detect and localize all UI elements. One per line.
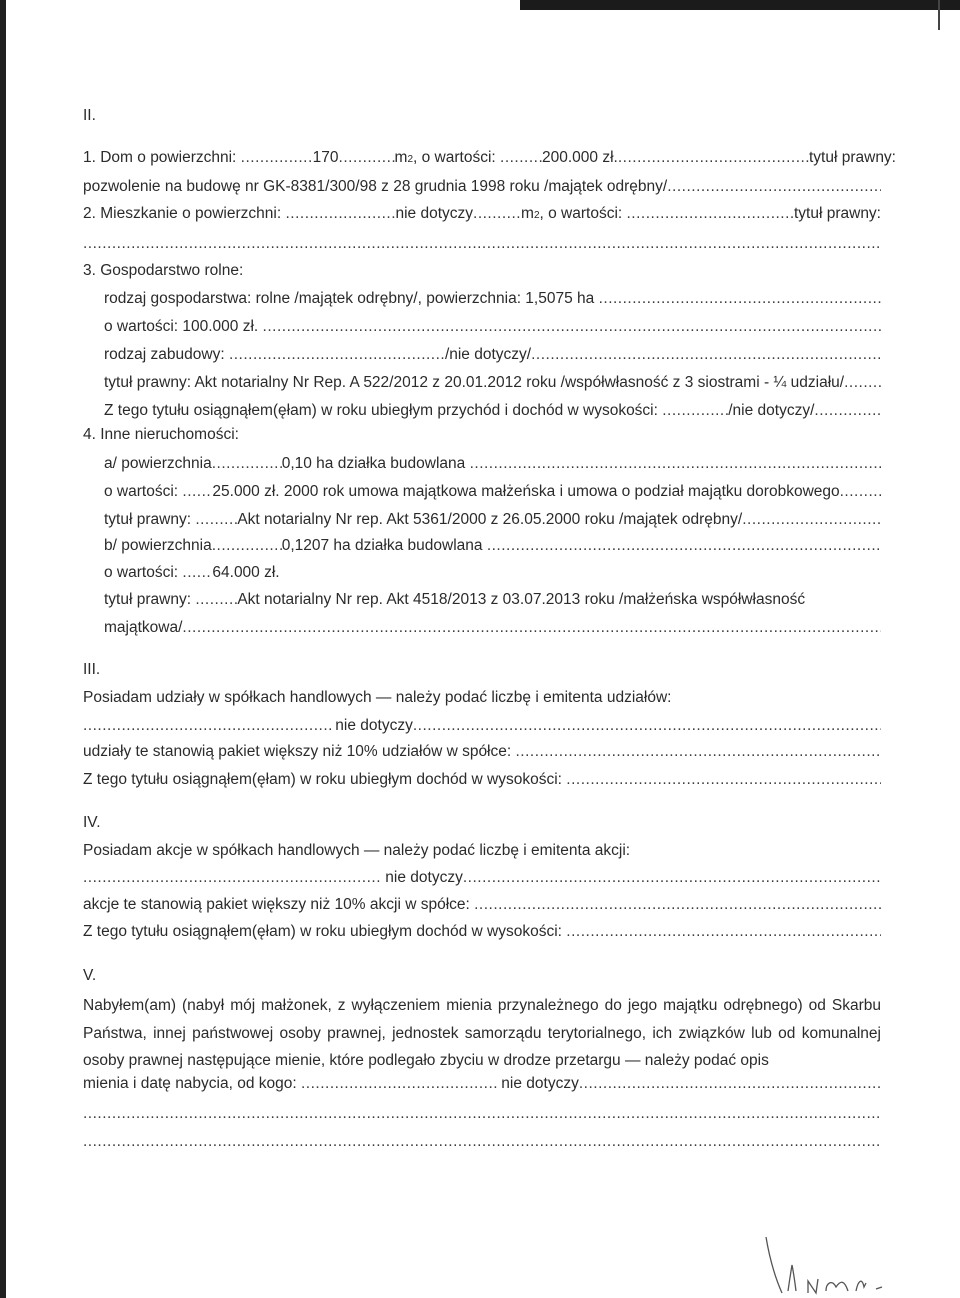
dom-line-1: 1. Dom o powierzchni: ..... 170 ..... m 2 , o wartości: ..... 200.000 zł. ..... tytuł prawny: xyxy=(83,148,896,168)
mienie-last-line: mienia i datę nabycia, od kogo: ..... nie dotyczy ..... xyxy=(83,1074,881,1094)
gospodarstwo-rodzaj: rodzaj gospodarstwa: rolne /majątek odrębny/, powierzchnia: 1,5075 ha ..... xyxy=(104,289,881,309)
akcje-intro: Posiadam akcje w spółkach handlowych — należy podać liczbę i emitenta akcji: xyxy=(83,842,631,859)
mienie-text: Nabyłem(am) (nabył mój małżonek, z wyłączeniem mienia przynależnego do jego majątku odrębnego) od Skarbu Państwa, innej państwowej osoby prawnej, jednostek samorządu terytorialnego, ich związków lub od komunalnej osoby prawnej następujące mienie, które podlegało zbyciu w drodze przetargu — należy podać opis xyxy=(83,997,881,1069)
akcje-answer: ..... nie dotyczy ..... xyxy=(83,868,881,888)
scan-edge-top xyxy=(520,0,960,10)
udzialy-dochod: Z tego tytułu osiągnąłem(ęłam) w roku ubiegłym dochód w wysokości: ..... xyxy=(83,770,881,790)
section-iii-heading: III. xyxy=(83,661,101,678)
inne-heading: 4. Inne nieruchomości: xyxy=(83,426,239,443)
section-v-heading: V. xyxy=(83,967,97,984)
mieszkanie-dotted-line xyxy=(83,234,881,254)
mienie-dotted-line-2 xyxy=(83,1132,881,1152)
akcje-pakiet: akcje te stanowią pakiet większy niż 10% akcji w spółce: ..... xyxy=(83,895,881,915)
gospodarstwo-wartosc: o wartości: 100.000 zł. ..... xyxy=(104,317,881,337)
inne-b-tytul: tytuł prawny: ..... Akt notarialny Nr rep. Akt 4518/2013 z 03.07.2013 roku /małżeńska współwłasność xyxy=(104,590,805,610)
inne-a-tytul: tytuł prawny: ..... Akt notarialny Nr rep. Akt 5361/2000 z 26.05.2000 roku /majątek odrębny/ ..... xyxy=(104,510,881,530)
gospodarstwo-tytul: tytuł prawny: Akt notarialny Nr Rep. A 522/2012 z 20.01.2012 roku /współwłasność z 3 siostrami - ¼ udziału/ ..... xyxy=(104,373,881,393)
gospodarstwo-heading: 3. Gospodarstwo rolne: xyxy=(83,262,244,279)
udzialy-answer: ..... nie dotyczy ..... xyxy=(83,716,881,736)
mieszkanie-line: 2. Mieszkanie o powierzchni: ..... nie dotyczy ..... m 2 , o wartości: ..... tytuł prawny: xyxy=(83,204,881,224)
inne-b-wartosc: o wartości: ..... 64.000 zł. xyxy=(104,563,280,583)
udzialy-pakiet: udziały te stanowią pakiet większy niż 10% udziałów w spółce: ..... xyxy=(83,742,881,762)
gospodarstwo-dochod: Z tego tytułu osiągnąłem(ęłam) w roku ubiegłym przychód i dochód w wysokości: ..... /nie dotyczy/ ..... xyxy=(104,401,881,421)
section-ii-heading: II. xyxy=(83,107,96,124)
scan-edge-left xyxy=(0,0,6,1298)
handwritten-signature xyxy=(760,1235,910,1295)
scan-edge-right xyxy=(938,0,940,30)
udzialy-intro: Posiadam udziały w spółkach handlowych — należy podać liczbę i emitenta udziałów: xyxy=(83,689,672,706)
gospodarstwo-zabudowy: rodzaj zabudowy: ..... /nie dotyczy/ ..... xyxy=(104,345,881,365)
inne-b-tytul-cont: majątkowa/ ..... xyxy=(104,618,881,638)
inne-b-powierzchnia: b/ powierzchnia ..... 0,1207 ha działka budowlana ..... xyxy=(104,536,881,556)
section-iv-heading: IV. xyxy=(83,814,101,831)
inne-a-powierzchnia: a/ powierzchnia ..... 0,10 ha działka budowlana ..... xyxy=(104,454,881,474)
akcje-dochod: Z tego tytułu osiągnąłem(ęłam) w roku ubiegłym dochód w wysokości: ..... xyxy=(83,922,881,942)
inne-a-wartosc: o wartości: ..... 25.000 zł. 2000 rok umowa majątkowa małżeńska i umowa o podział majątku dorobkowego ..... xyxy=(104,482,881,502)
mienie-dotted-line-1 xyxy=(83,1104,881,1124)
dom-line-2: pozwolenie na budowę nr GK-8381/300/98 z 28 grudnia 1998 roku /majątek odrębny/ ..... xyxy=(83,177,881,197)
